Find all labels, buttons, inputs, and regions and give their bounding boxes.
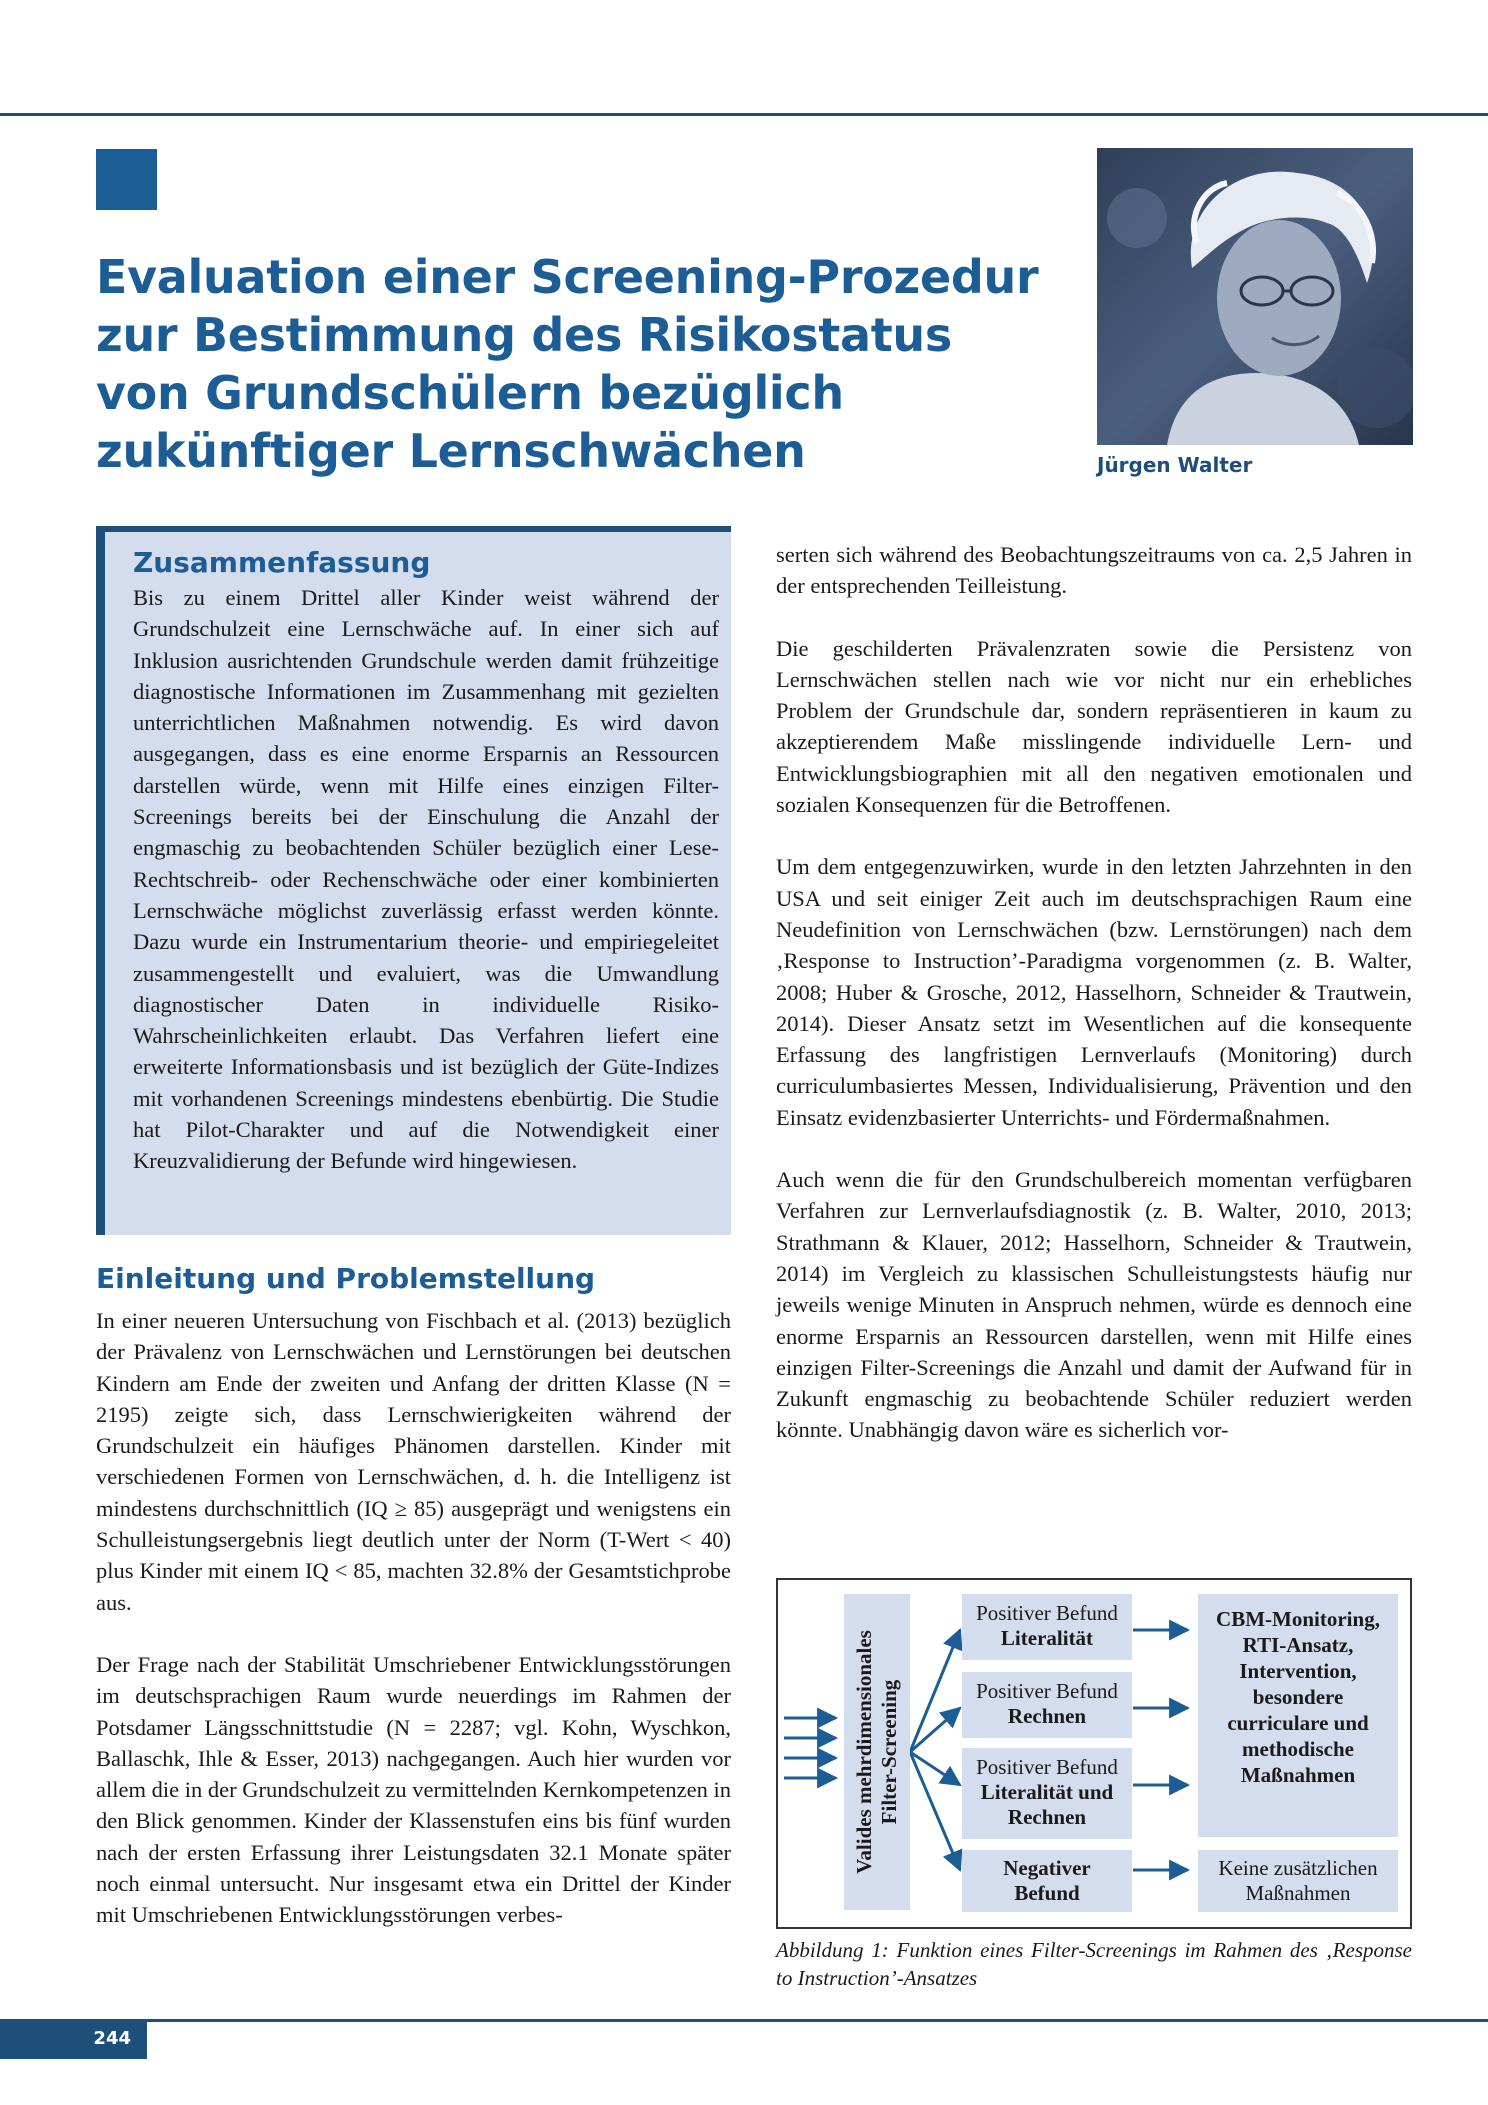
box-literacy — [962, 1594, 1132, 1660]
figure-caption: Abbildung 1: Funktion eines Filter-Screenings im Rahmen des ‚Response to Instruction’-Ansatzes — [776, 1938, 1412, 1990]
box-label: Keine zusätzlichen — [1218, 1856, 1378, 1880]
article-title — [96, 248, 1056, 480]
box-negative — [962, 1850, 1132, 1912]
box-label: Befund — [1014, 1881, 1080, 1905]
body-paragraph: Der Frage nach der Stabilität Umschriebener Entwicklungsstörungen im deutschsprachigen Raum wurde neuerdings im Rahmen der Potsdamer Längsschnittstudie (N = 2287; vgl. Kohn, Wyschkon, Ballaschk, Ihle & Esser, 2013) nachgegangen. Auch hier wurden vor allem die in der Grundschulzeit zu vermittelnden Kernkompetenzen in den Blick genommen. Kinder der Klassenstufen eins bis fünf wurden nach der ersten Erfassung ihrer Leistungsdaten 32.1 Monate später noch einmal untersucht. Nur insgesamt etwa ein Drittel der Kinder mit Umschriebenen Entwicklungsstörungen verbes- — [96, 1651, 731, 1928]
box-label: Rechnen — [1007, 1704, 1087, 1728]
measures-line: methodische — [1242, 1737, 1354, 1761]
title-line: Evaluation einer Screening-Prozedur — [96, 250, 1039, 304]
box-label: Positiver Befund — [976, 1601, 1118, 1625]
body-paragraph: Auch wenn die für den Grundschulbereich momentan verfügbaren Verfahren zur Lernverlaufsdiagnostik (z. B. Walter, 2010, 2013; Strathmann & Klauer, 2012; Hasselhorn, Schneider & Trautwein, 2014) im Vergleich zu klassischen Schulleistungstests häufig nur jeweils wenige Minuten in Anspruch nehmen, würde es dennoch eine enorme Ersparnis an Ressourcen darstellen, wenn mit Hilfe eines einzigen Filter-Screenings die Anzahl und damit der Aufwand für in Zukunft engmaschig zu beobachtende Schüler reduziert werden könnte. Unabhängig davon wäre es sicherlich vor- — [776, 1167, 1412, 1443]
decorative-square — [96, 149, 157, 210]
body-paragraph: In einer neueren Untersuchung von Fischbach et al. (2013) bezüglich der Prävalenz von Lernschwächen und Lernstörungen bei deutschen Kindern am Ende der zweiten und Anfang der dritten Klasse (N = 2195) zeigte sich, dass Lernschwierigkeiten während der Grundschulzeit ein häufiges Phänomen darstellen. Kinder mit verschiedenen Formen von Lernschwächen, d. h. die Intelligenz ist mindestens durchschnittlich (IQ ≥ 85) ausgeprägt und wenigstens ein Schulleistungsergebnis liegt deutlich unter der Norm (T-Wert < 40) plus Kinder mit einem IQ < 85, machten 32.8% der Gesamtstichprobe aus. — [96, 1308, 731, 1615]
abstract-heading: Zusammenfassung — [133, 546, 431, 579]
box-label: Positiver Befund — [976, 1679, 1118, 1703]
page-number: 244 — [0, 2019, 147, 2059]
screening-label-line: Valides mehrdimensionales — [852, 1630, 876, 1874]
abstract-text: Bis zu einem Drittel aller Kinder weist während der Grundschulzeit eine Lernschwäche auf. In einer sich auf Inklusion ausrichtenden Grundschule werden damit frühzeitige diagnostische Informationen im Zusammenhang mit gezielten unterrichtlichen Maßnahmen notwendig. Es wird davon ausgegangen, dass es eine enorme Ersparnis an Ressourcen darstellen würde, wenn mit Hilfe eines einzigen Filter-Screenings bereits bei der Einschulung die Anzahl der engmaschig zu beobachtenden Schüler bezüglich einer Lese-Rechtschreib- oder Rechenschwäche oder einer kombinierten Lernschwäche möglichst zuverlässig erfasst werden könnte. Dazu wurde ein Instrumentarium theorie- und empiriegeleitet zusammengestellt und evaluiert, was die Umwandlung diagnostischer Daten in individuelle Risiko-Wahrscheinlichkeiten erlaubt. Das Verfahren liefert eine erweiterte Informationsbasis und ist bezüglich der Güte-Indizes mit vorhandenen Screenings mindestens ebenbürtig. Die Studie hat Pilot-Charakter und auf die Notwendigkeit einer Kreuzvalidierung der Befunde wird hingewiesen. — [133, 585, 719, 1174]
title-line: zukünftiger Lernschwächen — [96, 424, 806, 478]
screening-box — [844, 1594, 910, 1910]
measures-line: besondere — [1252, 1685, 1344, 1709]
bottom-rule — [0, 2019, 1488, 2022]
box-no-measures — [1198, 1850, 1398, 1912]
measures-line: CBM-Monitoring, — [1216, 1607, 1380, 1631]
author-name: Jürgen Walter — [1097, 453, 1253, 477]
measures-line: Maßnahmen — [1240, 1763, 1356, 1787]
top-rule — [0, 113, 1488, 116]
screening-label-line: Filter-Screening — [877, 1679, 901, 1825]
left-column — [96, 1305, 731, 1962]
author-photo — [1097, 148, 1413, 445]
body-paragraph: Um dem entgegenzuwirken, wurde in den letzten Jahrzehnten in den USA und seit einiger Zeit auch im deutschsprachigen Raum eine Neudefinition von Lernschwächen (bzw. Lernstörungen) nach dem ‚Response to Instruction’-Paradigma vorgenommen (z. B. Walter, 2008; Huber & Grosche, 2012, Hasselhorn, Schneider & Trautwein, 2014). Dieser Ansatz setzt im Wesentlichen auf die konsequente Erfassung des langfristigen Lernverlaufs (Monitoring) durch curriculumbasiertes Messen, Individualisierung, Prävention und den Einsatz evidenzbasierter Unterrichts- und Fördermaßnahmen. — [776, 854, 1412, 1130]
right-column — [776, 539, 1412, 1477]
section-heading: Einleitung und Problemstellung — [96, 1262, 596, 1295]
box-label: Rechnen — [1007, 1805, 1087, 1829]
box-label: Literalität und — [980, 1780, 1114, 1804]
box-label: Maßnahmen — [1245, 1881, 1351, 1905]
box-label: Literalität — [1000, 1626, 1094, 1650]
figure-diagram — [776, 1578, 1412, 1929]
body-paragraph: Die geschilderten Prävalenzraten sowie die Persistenz von Lernschwächen stellen nach wie vor nicht nur ein erhebliches Problem der Grundschule dar, sondern repräsentieren in kaum zu akzeptierendem Maße misslingende individuelle Lern- und Entwicklungsbiographien mit all den negativen emotionalen und sozialen Konsequenzen für die Betroffenen. — [776, 635, 1412, 818]
measures-line: RTI-Ansatz, — [1242, 1633, 1354, 1657]
measures-line: curriculare und — [1227, 1711, 1369, 1735]
screening-label — [852, 1630, 902, 1874]
title-line: zur Bestimmung des Risikostatus — [96, 308, 952, 362]
title-line: von Grundschülern bezüglich — [96, 366, 844, 420]
box-label: Positiver Befund — [976, 1755, 1118, 1779]
box-label: Negativer — [1003, 1856, 1091, 1880]
abstract-box — [96, 526, 731, 1235]
measures-line: Intervention, — [1239, 1659, 1357, 1683]
box-math — [962, 1672, 1132, 1738]
body-paragraph: serten sich während des Beobachtungszeitraums von ca. 2,5 Jahren in der entsprechenden Teilleistung. — [776, 542, 1412, 599]
box-measures — [1198, 1594, 1398, 1837]
box-literacy-math — [962, 1748, 1132, 1839]
